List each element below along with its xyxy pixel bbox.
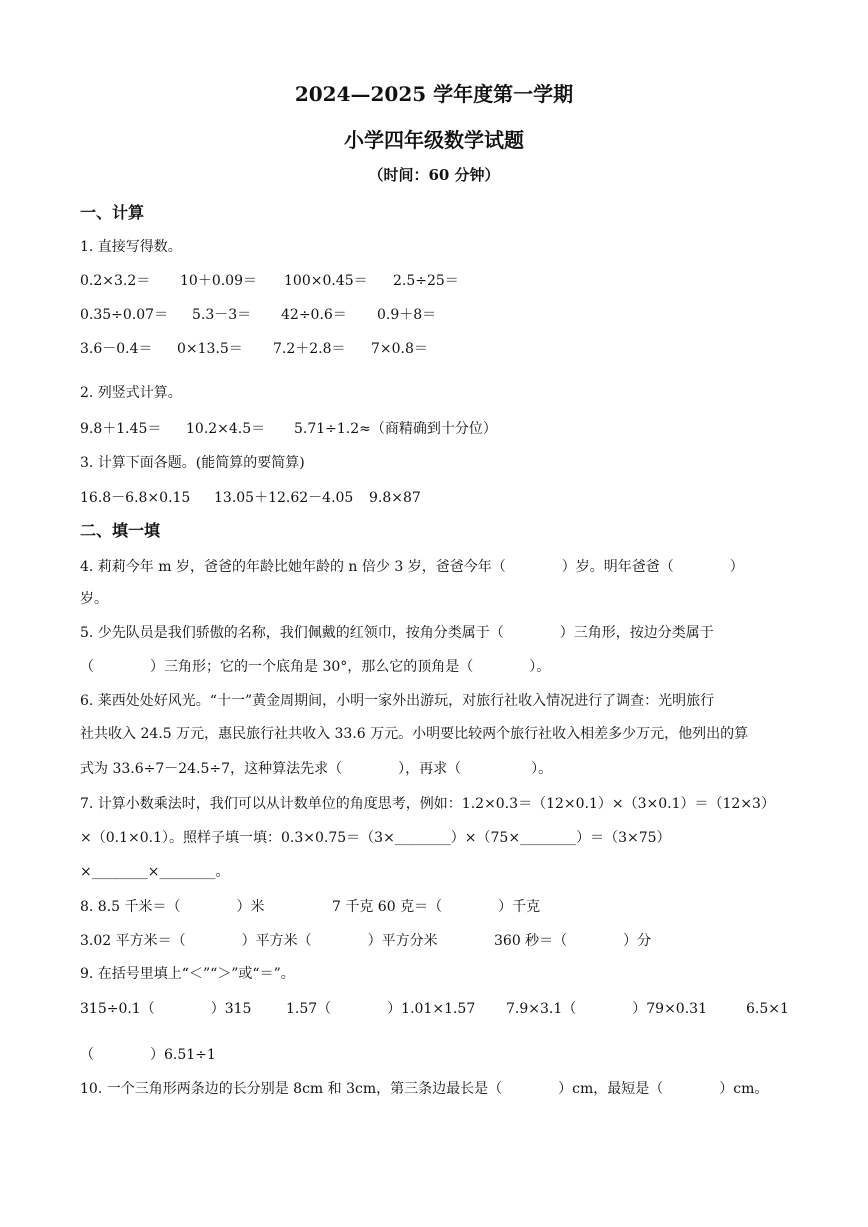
question-9-stem: 9. 在括号里填上“＜”“＞”或“＝”。 <box>80 966 295 982</box>
q9-item: 7.9×3.1（ ）79×0.31 <box>506 1001 707 1017</box>
q3-item: 9.8×87 <box>369 490 421 506</box>
q3-item: 16.8－6.8×0.15 <box>80 490 191 506</box>
q1-item: 5.3－3＝ <box>192 307 252 323</box>
exam-title: 2024—2025 学年度第一学期 <box>294 82 574 106</box>
question-2-stem: 2. 列竖式计算。 <box>80 385 182 401</box>
q2-item: 5.71÷1.2≈（商精确到十分位） <box>294 421 497 437</box>
question-7-line-2: ×（0.1×0.1）。照样子填一填：0.3×0.75＝（3×________）×（75×________）＝（3×75） <box>80 830 671 846</box>
q1-item: 2.5÷25＝ <box>393 273 459 289</box>
exam-subtitle: 小学四年级数学试题 <box>344 128 524 152</box>
q8-row-1 <box>80 896 540 916</box>
section-heading-calc: 一、计算 <box>80 203 145 222</box>
q3-item: 13.05＋12.62－4.05 <box>214 490 354 506</box>
exam-time: （时间：60 分钟） <box>368 166 500 184</box>
q2-item: 10.2×4.5＝ <box>186 421 266 437</box>
question-3-stem: 3. 计算下面各题。(能简算的要简算) <box>80 455 305 471</box>
question-1-stem: 1. 直接写得数。 <box>80 239 182 255</box>
q1-item: 0.2×3.2＝ <box>80 273 151 289</box>
question-5-line-2: （ ）三角形；它的一个底角是 30°，那么它的顶角是（ ）。 <box>80 659 551 675</box>
question-6-line-3: 式为 33.6÷7－24.5÷7，这种算法先求（ ），再求（ ）。 <box>80 761 553 777</box>
q1-item: 7×0.8＝ <box>371 341 428 357</box>
q2-item: 9.8＋1.45＝ <box>80 421 162 437</box>
q3-row <box>80 487 421 507</box>
question-6-line-2: 社共收入 24.5 万元，惠民旅行社共收入 33.6 万元。小明要比较两个旅行社收入相差多少万元，他列出的算 <box>80 726 749 742</box>
q8-row-2 <box>80 930 651 950</box>
q1-item: 7.2＋2.8＝ <box>273 341 346 357</box>
q9-row-1 <box>80 998 789 1018</box>
question-10: 10. 一个三角形两条边的长分别是 8cm 和 3cm，第三条边最长是（ ）cm，最短是（ ）cm。 <box>80 1081 769 1097</box>
question-6-line-1: 6. 莱西处处好风光。“十一”黄金周期间，小明一家外出游玩，对旅行社收入情况进行了调查：光明旅行 <box>80 693 715 709</box>
q1-row-2 <box>80 304 436 324</box>
question-5-line-1: 5. 少先队员是我们骄傲的名称，我们佩戴的红领巾，按角分类属于（ ）三角形，按边分类属于 <box>80 625 714 641</box>
q9-item: 1.57（ ）1.01×1.57 <box>286 1001 476 1017</box>
q1-item: 42÷0.6＝ <box>281 307 347 323</box>
q9-row-2: （ ）6.51÷1 <box>80 1047 216 1063</box>
q8-item: 360 秒＝（ ）分 <box>494 933 652 949</box>
q1-item: 100×0.45＝ <box>284 273 368 289</box>
question-4-line-2: 岁。 <box>80 591 108 607</box>
question-7-line-1: 7. 计算小数乘法时，我们可以从计数单位的角度思考，例如：1.2×0.3＝（12×0.1）×（3×0.1）＝（12×3） <box>80 796 775 812</box>
q1-item: 10＋0.09＝ <box>180 273 257 289</box>
question-7-line-3: ×________×________。 <box>80 864 230 880</box>
q2-row <box>80 418 497 438</box>
q8-item: 8. 8.5 千米＝（ ）米 <box>80 899 265 915</box>
q9-item: 6.5×1 <box>746 1001 789 1017</box>
question-4-line-1: 4. 莉莉今年 m 岁，爸爸的年龄比她年龄的 n 倍少 3 岁，爸爸今年（ ）岁。明年爸爸（ ） <box>80 559 744 575</box>
q8-item: 7 千克 60 克＝（ ）千克 <box>332 899 541 915</box>
q9-item: 315÷0.1（ ）315 <box>80 1001 252 1017</box>
q1-item: 0.35÷0.07＝ <box>80 307 169 323</box>
q8-item: 3.02 平方米＝（ ）平方米（ ）平方分米 <box>80 933 438 949</box>
section-heading-fill: 二、填一填 <box>80 521 161 540</box>
q1-row-1 <box>80 270 459 290</box>
q1-item: 0×13.5＝ <box>177 341 243 357</box>
q1-item: 3.6－0.4＝ <box>80 341 153 357</box>
q1-item: 0.9＋8＝ <box>377 307 437 323</box>
q1-row-3 <box>80 338 428 358</box>
